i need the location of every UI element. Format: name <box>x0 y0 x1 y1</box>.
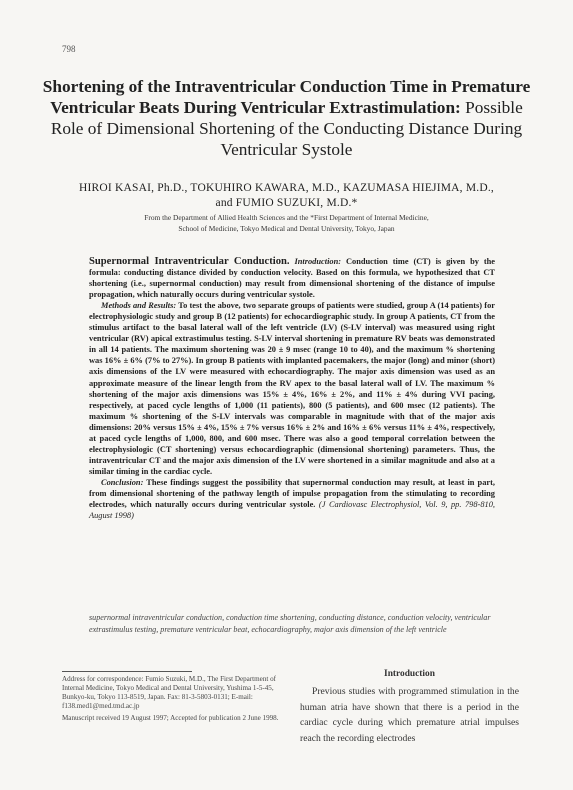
conclusion-text: These findings suggest the possibility that supernormal conduction may result, at least in part, from dimensional shortening of the pathway length of impulse propagation from the stimulating to recording electrodes, which naturally occurs during ventricular systole. <box>89 477 495 510</box>
manuscript-dates: Manuscript received 19 August 1997; Accepted for publication 2 June 1998. <box>62 713 279 722</box>
footnote-rule <box>62 671 192 672</box>
page-number: 798 <box>62 44 76 54</box>
author-line-1: HIROI KASAI, Ph.D., TOKUHIRO KAWARA, M.D., KAZUMASA HIEJIMA, M.D., <box>78 182 494 194</box>
affiliation <box>40 213 533 234</box>
abstract-methods <box>89 300 495 477</box>
keywords: supernormal intraventricular conduction, conduction time shortening, conducting distance, conduction velocity, ventricular extrastimulus testing, premature ventricular beat, echocardiography, major axis dimension of the left ventricle <box>89 613 491 634</box>
title-subtitle: Possible Role of Dimensional Shortening of the Conducting Distance During Ventricular Systole <box>50 98 523 159</box>
citation: (J Cardiovasc Electrophysiol, Vol. 9, pp. 798-810, August 1998) <box>89 500 495 521</box>
correspondence-address: Address for correspondence: Fumio Suzuki, M.D., The First Department of Internal Medicine, Tokyo Medical and Dental University, Yushima 1-5-45, Bunkyo-ku, Tokyo 113-8519, Japan. Fax: 81-3-5803-0131; E-mail: f138.med1@med.tmd.ac.jp <box>62 675 277 710</box>
author-list <box>40 181 533 210</box>
methods-text: To test the above, two separate groups of patients were studied, group A (14 patients) for electrophysiologic study and group B (12 patients) for echocardiographic study. In group A patients, CT from the stimulus artifact to the basal lateral wall of the left ventricle (LV) (S-LV interval) was measured using right ventricular (RV) apical extrastimulus testing. S-LV interval shortening in premature RV beats was demonstrated in all 14 patients. The maximum shortening was 20 ± 9 msec (range 10 to 40), and the maximum % shortening was 16% ± 6% (7% to 27%). In group B patients with implanted pacemakers, the major (long) and minor (short) axis dimensions of the LV were measured with echocardiography. The major axis dimension was used as an approximate measure of the linear length from the RV apex to the basal lateral wall of LV. The maximum % shortening of the major axis dimensions was 15% ± 4%, 16% ± 2%, and 11% ± 4% during VVI pacing, respectively, at paced cycle lengths of 1,000 (11 patients), 800 (5 patients), and 600 msec (12 patients). The maximum % shortening of the S-LV intervals was comparable in magnitude with that of the major axis dimensions: 20% versus 15% ± 4%, 15% ± 7% versus 16% ± 2% and 16% ± 6% versus 11% ± 4%, respectively, at paced cycle lengths of 1,000, 800, and 600 msec. There was also a good temporal correlation between the electrophysiologic (CT shortening) versus echocardiographic (dimensional shortening) parameters. Thus, the intraventricular CT and the major axis dimension of the LV were shortened in a similar magnitude and also at a similar timing in the cardiac cycle. <box>89 301 495 476</box>
methods-label: Methods and Results: <box>101 301 177 311</box>
affiliation-line-1: From the Department of Allied Health Sciences and the *First Department of Internal Medicine, <box>144 213 429 222</box>
author-line-2: and FUMIO SUZUKI, M.D.* <box>215 196 358 209</box>
footnote <box>62 671 284 726</box>
abstract-conclusion <box>89 477 495 521</box>
abstract <box>89 256 495 521</box>
introduction-heading: Introduction <box>384 669 435 679</box>
abstract-introduction <box>89 256 495 300</box>
affiliation-line-2: School of Medicine, Tokyo Medical and Dental University, Tokyo, Japan <box>178 223 395 233</box>
introduction-label: Introduction: <box>294 257 342 266</box>
conclusion-label: Conclusion: <box>101 477 144 487</box>
title-main: Shortening of the Intraventricular Conduction Time in Premature Ventricular Beats During Ventricular Extrastimulation: <box>42 77 531 117</box>
introduction-text: Conduction time (CT) is given by the formula: conducting distance divided by conduction velocity. Based on this formula, we hypothesized that CT shortening (i.e., supernormal conduction) may result from dimensional shortening of the distance of impulse propagation, which naturally occurs during ventricular systole. <box>89 257 496 300</box>
article-title <box>40 76 533 160</box>
introduction-paragraph: Previous studies with programmed stimulation in the human atria have shown that there is a period in the cardiac cycle during which premature atrial impulses reach the recording electrodes <box>300 686 519 744</box>
abstract-heading: Supernormal Intraventricular Conduction. <box>89 256 290 267</box>
introduction-section <box>300 668 519 746</box>
